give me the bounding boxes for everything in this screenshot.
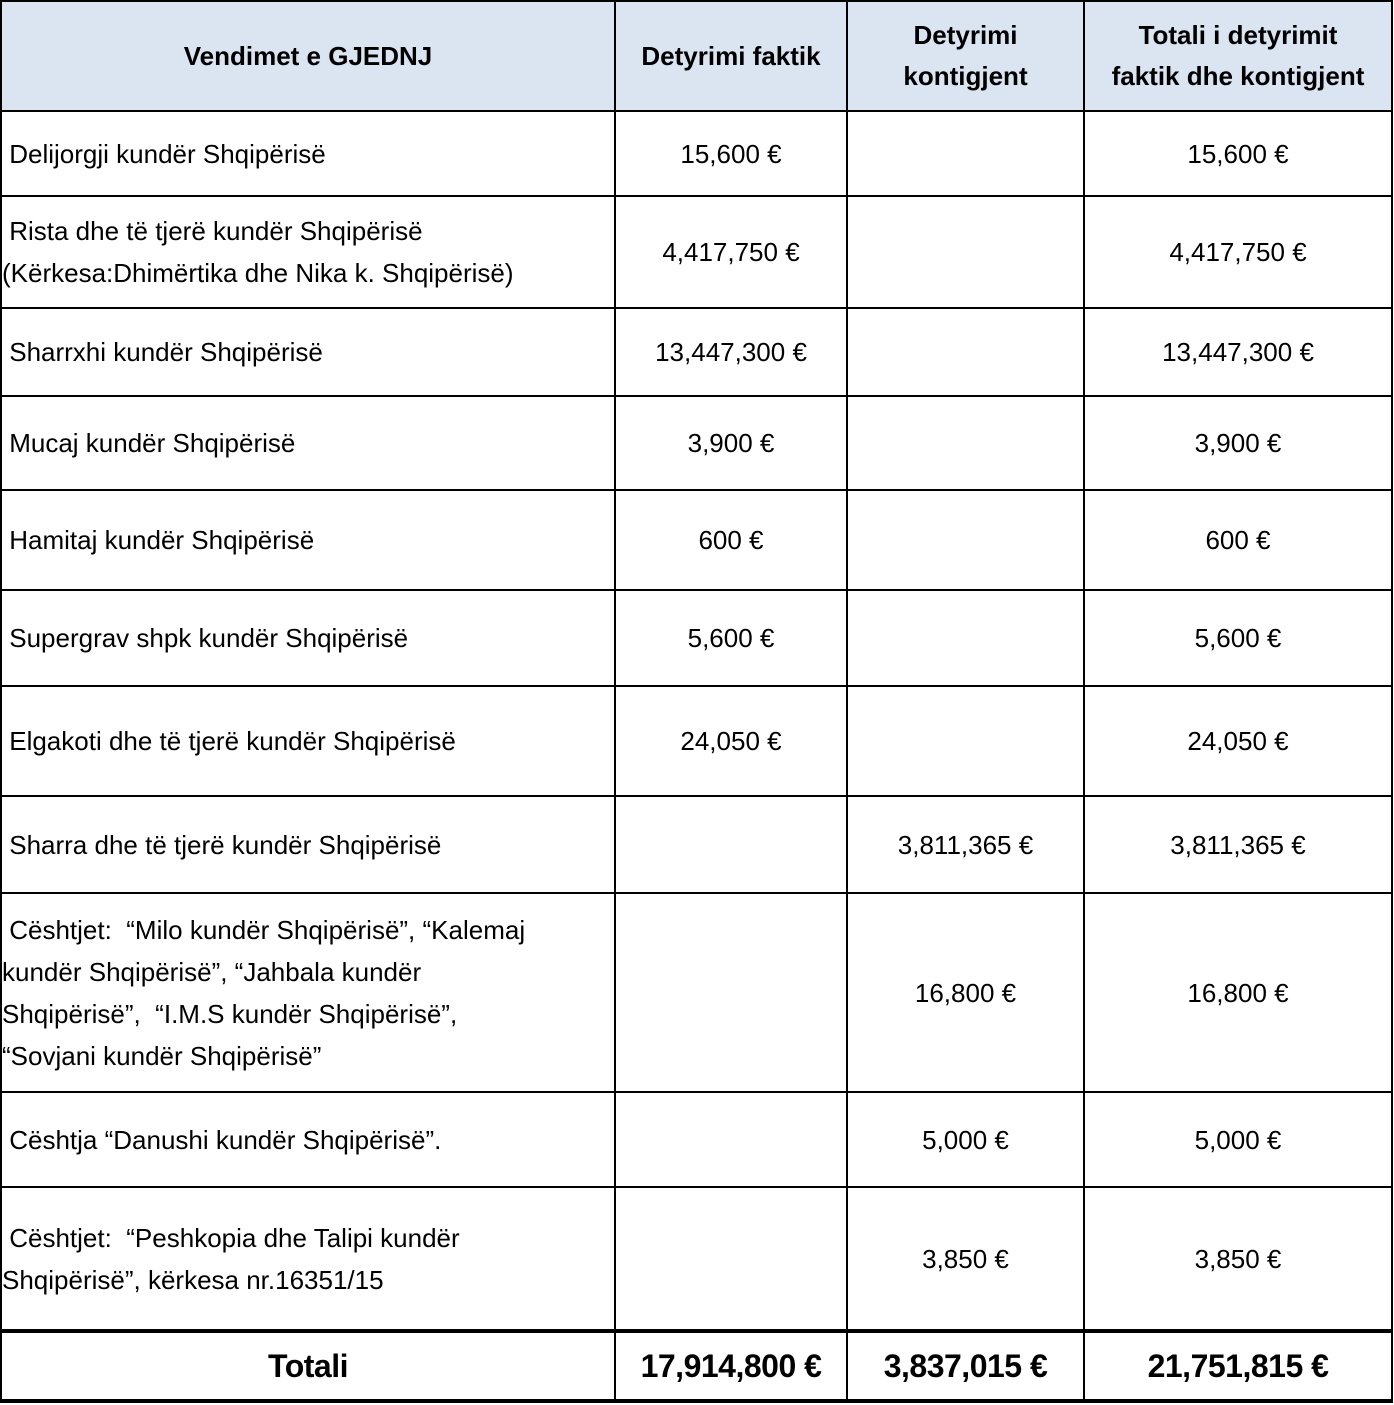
case-name-line: kundër Shqipërisë”, “Jahbala kundër xyxy=(2,956,422,987)
actual-obligation-cell: 15,600 € xyxy=(615,111,847,196)
case-name-line: Hamitaj kundër Shqipërisë xyxy=(2,525,315,555)
contingent-obligation-cell xyxy=(847,111,1084,196)
total-obligation-cell: 13,447,300 € xyxy=(1084,308,1392,396)
header-row xyxy=(1,1,1392,111)
contingent-obligation-cell xyxy=(847,308,1084,396)
contingent-obligation-cell xyxy=(847,590,1084,686)
case-name-line: Cështja “Danushi kundër Shqipërisë”. xyxy=(2,1124,442,1155)
case-name-cell xyxy=(1,686,615,796)
total-obligation-cell: 4,417,750 € xyxy=(1084,196,1392,308)
case-name-line: Sharrxhi kundër Shqipërisë xyxy=(2,337,323,367)
table-row xyxy=(1,686,1392,796)
header-total-line1: Totali i detyrimit xyxy=(1138,20,1338,50)
header-contingent-line2: kontigjent xyxy=(903,61,1028,91)
total-obligation-cell: 3,850 € xyxy=(1084,1187,1392,1331)
case-name-line: Delijorgji kundër Shqipërisë xyxy=(2,138,326,169)
actual-obligation-cell: 13,447,300 € xyxy=(615,308,847,396)
case-name-cell xyxy=(1,111,615,196)
total-obligation-cell: 24,050 € xyxy=(1084,686,1392,796)
contingent-obligation-cell xyxy=(847,396,1084,490)
contingent-obligation-cell: 5,000 € xyxy=(847,1092,1084,1187)
case-name-cell xyxy=(1,490,615,590)
table-row xyxy=(1,308,1392,396)
actual-obligation-cell xyxy=(615,1092,847,1187)
case-name-cell xyxy=(1,196,615,308)
header-actual-obligation: Detyrimi faktik xyxy=(615,1,847,111)
total-obligation-cell: 16,800 € xyxy=(1084,893,1392,1092)
table-row xyxy=(1,590,1392,686)
header-decisions: Vendimet e GJEDNJ xyxy=(1,1,615,111)
actual-obligation-cell: 3,900 € xyxy=(615,396,847,490)
actual-obligation-cell xyxy=(615,1187,847,1331)
totals-total: 21,751,815 € xyxy=(1084,1331,1392,1401)
header-contingent-line1: Detyrimi xyxy=(913,20,1018,50)
actual-obligation-cell xyxy=(615,796,847,893)
actual-obligation-cell: 5,600 € xyxy=(615,590,847,686)
table-row xyxy=(1,111,1392,196)
case-name-line: Supergrav shpk kundër Shqipërisë xyxy=(2,623,409,653)
contingent-obligation-cell xyxy=(847,196,1084,308)
case-name-cell xyxy=(1,796,615,893)
table-row xyxy=(1,893,1392,1092)
table-row xyxy=(1,1092,1392,1187)
case-name-line: (Kërkesa:Dhimërtika dhe Nika k. Shqipërisë) xyxy=(2,258,514,288)
case-name-cell xyxy=(1,308,615,396)
case-name-cell xyxy=(1,590,615,686)
case-name-line: Shqipërisë”, “I.M.S kundër Shqipërisë”, xyxy=(2,998,458,1029)
totals-row xyxy=(1,1331,1392,1401)
header-total-obligation xyxy=(1084,1,1392,111)
case-name-cell xyxy=(1,1187,615,1331)
header-contingent-obligation xyxy=(847,1,1084,111)
case-name-cell xyxy=(1,893,615,1092)
contingent-obligation-cell: 16,800 € xyxy=(847,893,1084,1092)
case-name-line: Sharra dhe të tjerë kundër Shqipërisë xyxy=(2,829,442,860)
totals-actual: 17,914,800 € xyxy=(615,1331,847,1401)
case-name-line: Mucaj kundër Shqipërisë xyxy=(2,428,296,458)
total-obligation-cell: 5,600 € xyxy=(1084,590,1392,686)
table-row xyxy=(1,796,1392,893)
total-obligation-cell: 600 € xyxy=(1084,490,1392,590)
total-obligation-cell: 3,811,365 € xyxy=(1084,796,1392,893)
total-obligation-cell: 15,600 € xyxy=(1084,111,1392,196)
case-name-line: Cështjet: “Milo kundër Shqipërisë”, “Kalemaj xyxy=(2,914,526,945)
table-row xyxy=(1,490,1392,590)
table-row xyxy=(1,1187,1392,1331)
contingent-obligation-cell xyxy=(847,686,1084,796)
totals-label: Totali xyxy=(1,1331,615,1401)
case-name-line: Rista dhe të tjerë kundër Shqipërisë xyxy=(2,216,423,246)
case-name-line: Elgakoti dhe të tjerë kundër Shqipërisë xyxy=(2,726,456,756)
header-total-line2: faktik dhe kontigjent xyxy=(1111,61,1365,91)
actual-obligation-cell xyxy=(615,893,847,1092)
case-name-cell xyxy=(1,1092,615,1187)
actual-obligation-cell: 24,050 € xyxy=(615,686,847,796)
contingent-obligation-cell: 3,850 € xyxy=(847,1187,1084,1331)
table-body xyxy=(1,111,1392,1331)
totals-contingent: 3,837,015 € xyxy=(847,1331,1084,1401)
contingent-obligation-cell xyxy=(847,490,1084,590)
case-name-cell xyxy=(1,396,615,490)
table-row xyxy=(1,396,1392,490)
contingent-obligation-cell: 3,811,365 € xyxy=(847,796,1084,893)
actual-obligation-cell: 600 € xyxy=(615,490,847,590)
total-obligation-cell: 5,000 € xyxy=(1084,1092,1392,1187)
total-obligation-cell: 3,900 € xyxy=(1084,396,1392,490)
actual-obligation-cell: 4,417,750 € xyxy=(615,196,847,308)
case-name-line: Cështjet: “Peshkopia dhe Talipi kundër xyxy=(2,1222,460,1253)
case-name-line: Shqipërisë”, kërkesa nr.16351/15 xyxy=(2,1264,384,1295)
table-row xyxy=(1,196,1392,308)
case-name-line: “Sovjani kundër Shqipërisë” xyxy=(2,1040,322,1071)
